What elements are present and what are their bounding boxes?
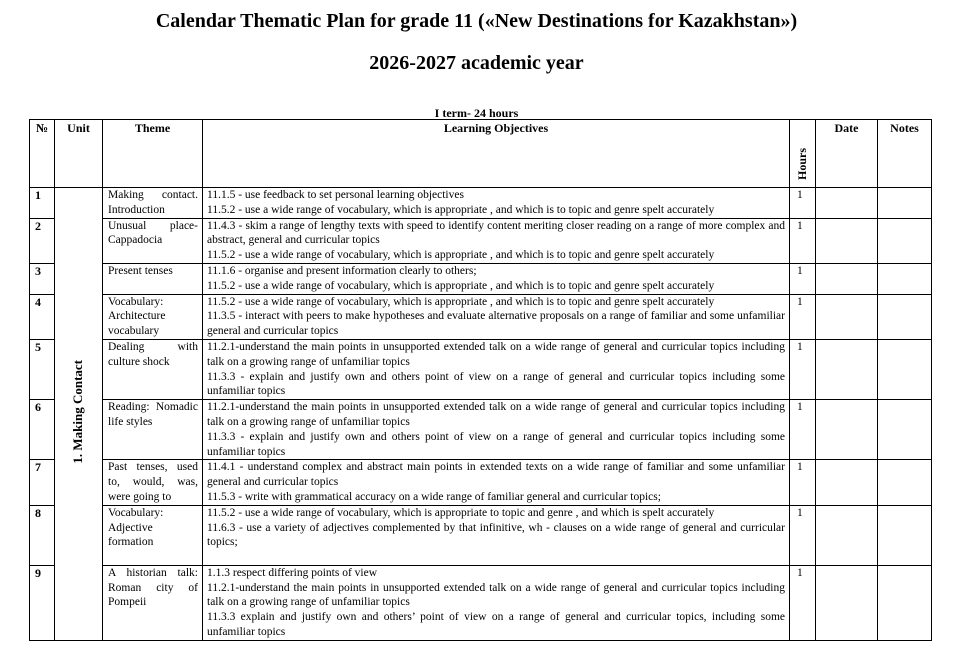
row-number: 3: [30, 263, 55, 294]
row-hours: 1: [790, 218, 816, 263]
row-objectives: [203, 460, 790, 505]
row-number: 1: [30, 188, 55, 219]
row-theme: Unusual place- Cappadocia: [103, 218, 203, 263]
objective-line: 11.5.2 - use a wide range of vocabulary, which is appropriate to topic and genre , and which is spelt accurately: [207, 506, 715, 519]
row-hours: 1: [790, 400, 816, 460]
table-row: [30, 565, 932, 640]
row-hours: 1: [790, 188, 816, 219]
objective-line: 11.3.3 - explain and justify own and others point of view on a range of general and curricular topics including some unfamiliar topics: [207, 370, 785, 398]
row-theme: Dealing with culture shock: [103, 339, 203, 399]
header-notes: Notes: [878, 120, 932, 188]
row-date[interactable]: [816, 505, 878, 565]
row-date[interactable]: [816, 400, 878, 460]
header-date: Date: [816, 120, 878, 188]
row-theme: Past tenses, used to, would, was, were going to: [103, 460, 203, 505]
table-row: [30, 460, 932, 505]
row-notes[interactable]: [878, 263, 932, 294]
row-objectives: [203, 400, 790, 460]
objective-line: 11.6.3 - use a variety of adjectives complemented by that infinitive, wh - clauses on a wide range of general and curricular topics;: [207, 521, 785, 549]
row-objectives: [203, 263, 790, 294]
row-number: 4: [30, 294, 55, 339]
table-row: [30, 188, 932, 219]
row-hours: 1: [790, 505, 816, 565]
objective-line: 11.3.3 - explain and justify own and others point of view on a range of general and curricular topics including some unfamiliar topics: [207, 430, 785, 458]
row-theme: Making contact. Introduction: [103, 188, 203, 219]
row-date[interactable]: [816, 188, 878, 219]
row-notes[interactable]: [878, 565, 932, 640]
row-notes[interactable]: [878, 294, 932, 339]
objective-line: 11.3.3 explain and justify own and others’ point of view on a range of general and curricular topics, including some unfamiliar topics: [207, 611, 785, 638]
row-number: 5: [30, 339, 55, 399]
table-row: [30, 339, 932, 399]
objective-line: 11.5.2 - use a wide range of vocabulary, which is appropriate , and which is to topic and genre spelt accurately: [207, 279, 715, 292]
thematic-plan-table: [29, 119, 932, 641]
objective-line: 11.2.1-understand the main points in unsupported extended talk on a wide range of general and curricular topics including talk on a growing range of unfamiliar topics: [207, 581, 785, 609]
row-hours: 1: [790, 263, 816, 294]
row-objectives: [203, 188, 790, 219]
row-theme: Vocabulary: Architecture vocabulary: [103, 294, 203, 339]
row-notes[interactable]: [878, 505, 932, 565]
row-date[interactable]: [816, 565, 878, 640]
row-notes[interactable]: [878, 460, 932, 505]
header-unit: Unit: [55, 120, 103, 188]
unit-cell: [55, 188, 103, 641]
row-theme: Present tenses: [103, 263, 203, 294]
row-hours: 1: [790, 565, 816, 640]
row-notes[interactable]: [878, 218, 932, 263]
unit-label: 1. Making Contact: [70, 359, 86, 464]
row-objectives: [203, 505, 790, 565]
header-theme: Theme: [103, 120, 203, 188]
table-body: [30, 188, 932, 641]
table-row: [30, 294, 932, 339]
row-theme: A historian talk: Roman city of Pompeii: [103, 565, 203, 640]
row-notes[interactable]: [878, 339, 932, 399]
header-hours-cell: [790, 120, 816, 188]
objective-line: 1.1.3 respect differing points of view: [207, 566, 378, 579]
row-number: 8: [30, 505, 55, 565]
row-date[interactable]: [816, 339, 878, 399]
header-row: [30, 120, 932, 188]
row-hours: 1: [790, 294, 816, 339]
objective-line: 11.5.3 - write with grammatical accuracy on a wide range of familiar general and curricular topics;: [207, 490, 661, 503]
objective-line: 11.5.2 - use a wide range of vocabulary, which is appropriate , and which is to topic and genre spelt accurately: [207, 203, 715, 216]
row-notes[interactable]: [878, 400, 932, 460]
objective-line: 11.5.2 - use a wide range of vocabulary, which is appropriate , and which is to topic and genre spelt accurately: [207, 249, 715, 262]
objective-line: 11.2.1-understand the main points in unsupported extended talk on a wide range of general and curricular topics including talk on a growing range of unfamiliar topics: [207, 401, 785, 428]
row-objectives: [203, 565, 790, 640]
objective-line: 11.3.5 - interact with peers to make hypotheses and evaluate alternative proposals on a range of familiar and some unfamiliar general and curricular topics: [207, 310, 785, 338]
document-title: Calendar Thematic Plan for grade 11 («New Destinations for Kazakhstan»): [155, 10, 798, 32]
row-objectives: [203, 339, 790, 399]
row-date[interactable]: [816, 460, 878, 505]
table-row: [30, 400, 932, 460]
objective-line: 11.5.2 - use a wide range of vocabulary, which is appropriate , and which is to topic and genre spelt accurately: [207, 295, 715, 308]
table-row: [30, 505, 932, 565]
row-number: 6: [30, 400, 55, 460]
row-hours: 1: [790, 339, 816, 399]
header-hours: Hours: [795, 147, 810, 180]
row-notes[interactable]: [878, 188, 932, 219]
header-num: №: [30, 120, 55, 188]
term-heading: I term- 24 hours: [434, 106, 519, 120]
row-objectives: [203, 218, 790, 263]
row-theme: Reading: Nomadic life styles: [103, 400, 203, 460]
row-date[interactable]: [816, 294, 878, 339]
row-number: 9: [30, 565, 55, 640]
row-objectives: [203, 294, 790, 339]
row-date[interactable]: [816, 263, 878, 294]
objective-line: 11.1.6 - organise and present information clearly to others;: [207, 264, 477, 277]
objective-line: 11.4.1 - understand complex and abstract main points in extended texts on a wide range of familiar and some unfamiliar general and curricular topics: [207, 461, 785, 489]
table-row: [30, 263, 932, 294]
header-objectives: Learning Objectives: [203, 120, 790, 188]
row-number: 7: [30, 460, 55, 505]
row-date[interactable]: [816, 218, 878, 263]
objective-line: 11.2.1-understand the main points in unsupported extended talk on a wide range of general and curricular topics including talk on a growing range of unfamiliar topics: [207, 340, 785, 368]
row-hours: 1: [790, 460, 816, 505]
academic-year: 2026-2027 academic year: [369, 52, 584, 74]
row-theme: Vocabulary: Adjective formation: [103, 505, 203, 565]
table-row: [30, 218, 932, 263]
objective-line: 11.1.5 - use feedback to set personal learning objectives: [207, 189, 464, 201]
objective-line: 11.4.3 - skim a range of lengthy texts with speed to identify content meriting closer reading on a range of more complex and abstract, general and curricular topics: [207, 219, 785, 247]
row-number: 2: [30, 218, 55, 263]
